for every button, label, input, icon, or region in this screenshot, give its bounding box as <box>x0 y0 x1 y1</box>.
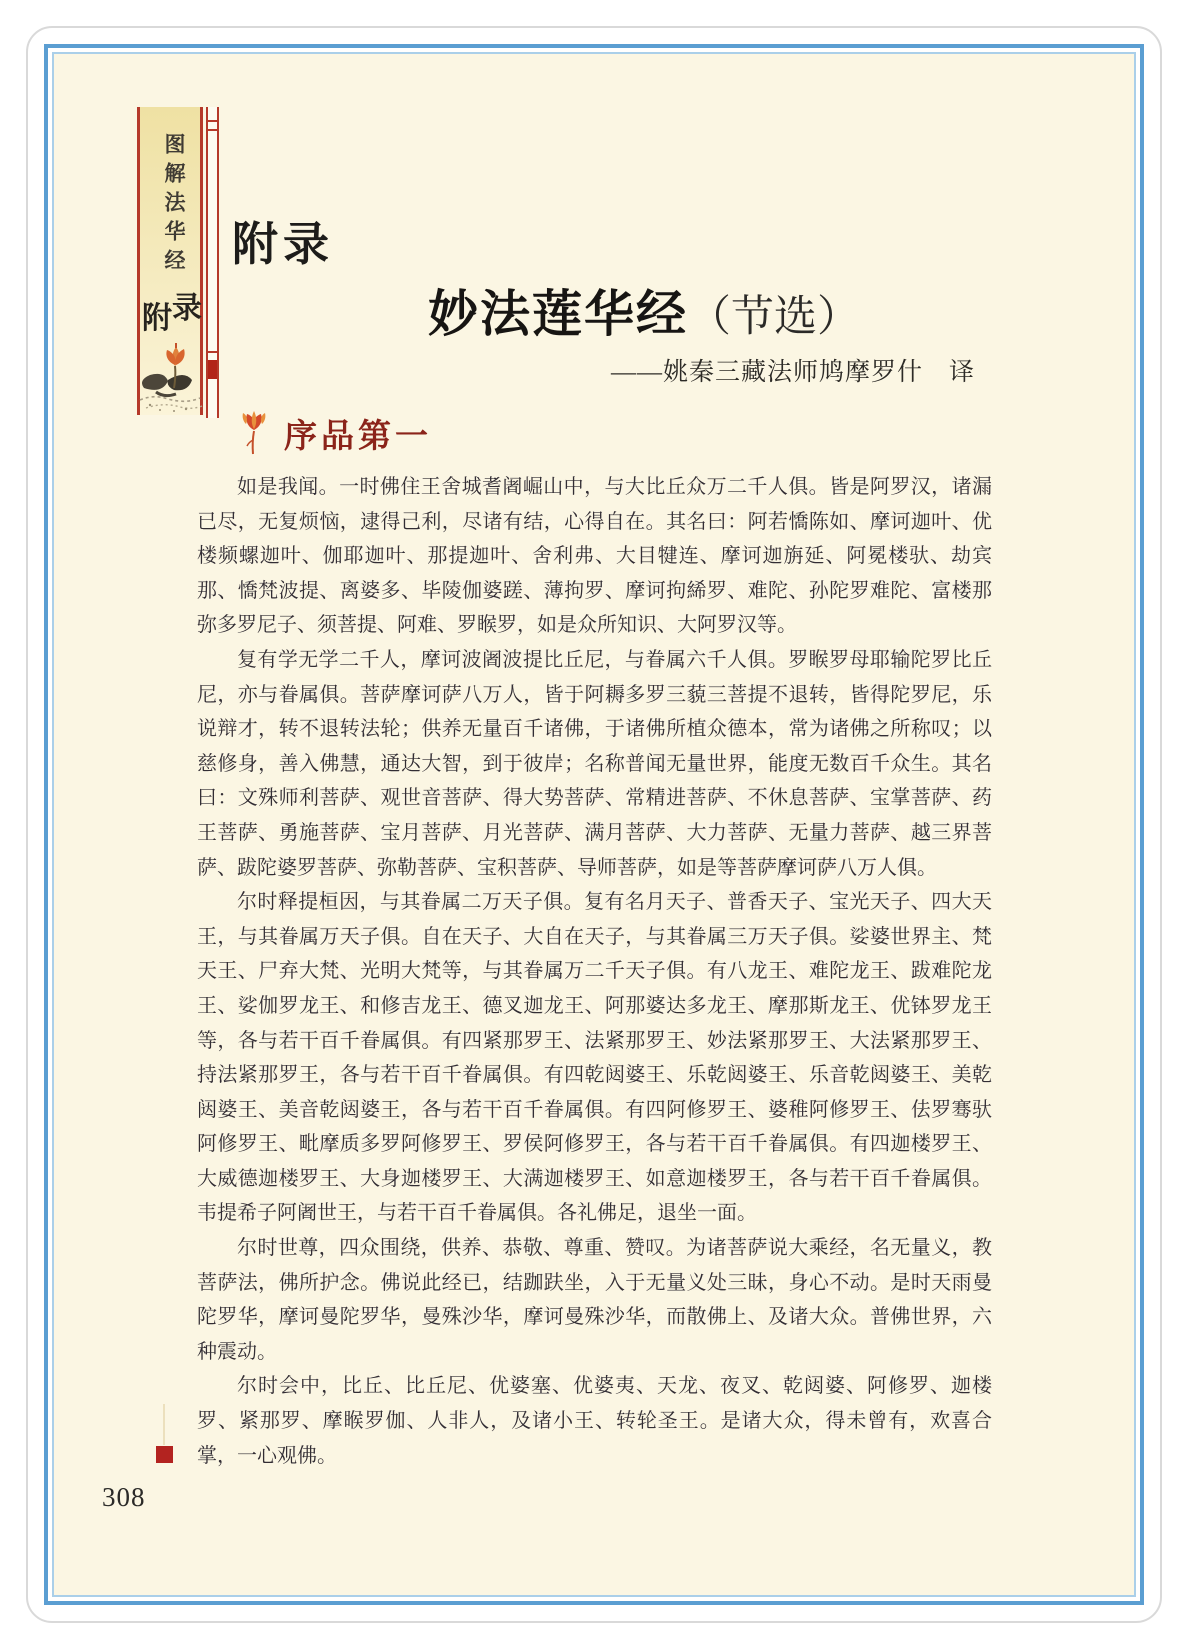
tab-label-char-fu: 附 <box>142 302 172 335</box>
sutra-body-text <box>197 470 992 1473</box>
sutra-paragraph: 尔时世尊，四众围绕，供养、恭敬、尊重、赞叹。为诸菩萨说大乘经，名无量义，教菩萨法，佛所护念。佛说此经已，结跏趺坐，入于无量义处三昧，身心不动。是时天雨曼陀罗华，摩诃曼陀罗华，曼殊沙华，摩诃曼殊沙华，而散佛上、及诸大众。普佛世界，六种震动。 <box>197 1237 992 1363</box>
sutra-title <box>428 274 860 346</box>
appendix-heading: 附录 <box>232 219 334 270</box>
book-title-vertical: 图解法华经 <box>162 133 186 278</box>
sutra-paragraph: 复有学无学二千人，摩诃波阇波提比丘尼，与眷属六千人俱。罗睺罗母耶输陀罗比丘尼，亦与眷属俱。菩萨摩诃萨八万人，皆于阿耨多罗三藐三菩提不退转，皆得陀罗尼，乐说辩才，转不退转法轮；供养无量百千诸佛，于诸佛所植众德本，常为诸佛之所称叹；以慈修身，善入佛慧，通达大智，到于彼岸；名称普闻无量世界，能度无数百千众生。其名曰：文殊师利菩萨、观世音菩萨、得大势菩萨、常精进菩萨、不休息菩萨、宝掌菩萨、药王菩萨、勇施菩萨、宝月菩萨、月光菩萨、满月菩萨、大力菩萨、无量力菩萨、越三界菩萨、跋陀婆罗菩萨、弥勒菩萨、宝积菩萨、导师菩萨，如是等菩萨摩诃萨八万人俱。 <box>197 648 992 879</box>
sutra-title-suffix: （节选） <box>688 294 860 341</box>
strip-line <box>208 351 217 353</box>
page-number: 308 <box>102 1482 146 1512</box>
strip-line <box>208 120 217 122</box>
lotus-icon <box>238 406 270 458</box>
chapter-heading: 序品第一 <box>284 419 432 455</box>
ornament-stem-line <box>163 1404 165 1445</box>
tab-label-char-lu: 录 <box>172 292 202 325</box>
translator-byline: ——姚秦三藏法师鸠摩罗什 译 <box>610 359 975 386</box>
sidebar-thin-strip <box>206 107 219 418</box>
strip-red-block <box>208 360 217 379</box>
sutra-paragraph: 尔时释提桓因，与其眷属二万天子俱。复有名月天子、普香天子、宝光天子、四大天王，与其眷属万天子俱。自在天子、大自在天子，与其眷属三万天子俱。娑婆世界主、梵天王、尸弃大梵、光明大梵等，与其眷属万二千天子俱。有八龙王、难陀龙王、跋难陀龙王、娑伽罗龙王、和修吉龙王、德叉迦龙王、阿那婆达多龙王、摩那斯龙王、优钵罗龙王等，各与若干百千眷属俱。有四紧那罗王、法紧那罗王、妙法紧那罗王、大法紧那罗王、持法紧那罗王，各与若干百千眷属俱。有四乾闼婆王、乐乾闼婆王、乐音乾闼婆王、美乾闼婆王、美音乾闼婆王，各与若干百千眷属俱。有四阿修罗王、婆稚阿修罗王、佉罗骞驮阿修罗王、毗摩质多罗阿修罗王、罗侯阿修罗王，各与若干百千眷属俱。有四迦楼罗王、大威德迦楼罗王、大身迦楼罗王、大满迦楼罗王、如意迦楼罗王，各与若干百千眷属俱。韦提希子阿阇世王，与若干百千眷属俱。各礼佛足，退坐一面。 <box>197 891 992 1225</box>
sutra-title-main: 妙法莲华经 <box>428 286 688 342</box>
strip-line <box>208 129 217 131</box>
sutra-paragraph: 尔时会中，比丘、比丘尼、优婆塞、优婆夷、天龙、夜叉、乾闼婆、阿修罗、迦楼罗、紧那罗、摩睺罗伽、人非人，及诸小王、转轮圣王。是诸大众，得未曾有，欢喜合掌，一心观佛。 <box>197 1375 992 1467</box>
lotus-illustration-icon <box>134 336 206 414</box>
red-square-ornament <box>156 1446 173 1463</box>
sutra-paragraph: 如是我闻。一时佛住王舍城耆阇崛山中，与大比丘众万二千人俱。皆是阿罗汉，诸漏已尽，无复烦恼，逮得己利，尽诸有结，心得自在。其名曰：阿若憍陈如、摩诃迦叶、优楼频螺迦叶、伽耶迦叶、那提迦叶、舍利弗、大目犍连、摩诃迦旃延、阿冕楼驮、劫宾那、憍梵波提、离婆多、毕陵伽婆蹉、薄拘罗、摩诃拘絺罗、难陀、孙陀罗难陀、富楼那弥多罗尼子、须菩提、阿难、罗睺罗，如是众所知识、大阿罗汉等。 <box>197 476 992 637</box>
